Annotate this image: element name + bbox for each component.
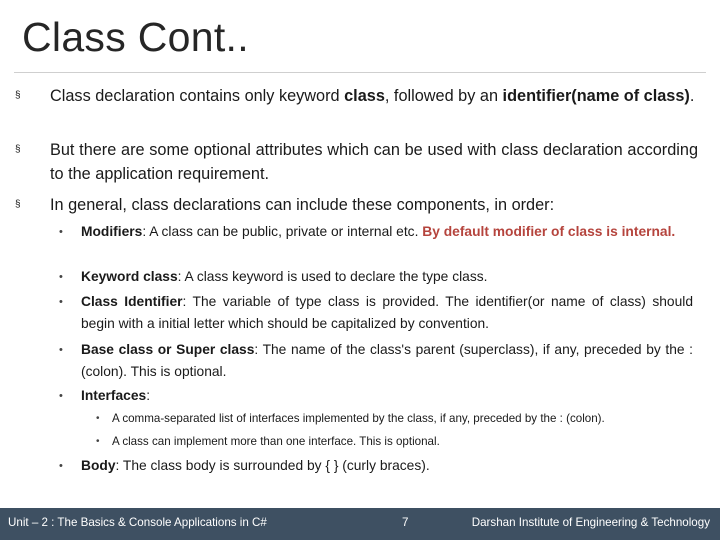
component-class-identifier	[59, 291, 693, 335]
list-bullet-icon: •	[59, 460, 63, 472]
component-keyword-class	[59, 266, 693, 288]
slide-footer	[0, 508, 720, 540]
text-run: : A class keyword is used to declare the type class.	[177, 269, 488, 284]
text-run: .	[689, 87, 695, 105]
sub-bullet-icon: •	[96, 413, 100, 424]
text-run: In general, class declarations can include these components, in order:	[50, 196, 555, 214]
interface-note-text: A class can implement more than one interface. This is optional.	[112, 435, 440, 448]
text-run: Class declaration contains only keyword	[50, 87, 345, 105]
list-bullet-icon: •	[59, 296, 63, 308]
footer-page-number: 7	[402, 516, 409, 529]
component-body	[59, 455, 693, 477]
slide-title: Class Cont..	[22, 14, 249, 60]
interface-note-multiple	[96, 432, 712, 452]
component-text	[81, 342, 693, 379]
list-bullet-icon: •	[59, 390, 63, 402]
text-run: But there are some optional attributes which can be used with class declaration according to the application requirement.	[50, 141, 698, 183]
section-bullet-icon: §	[15, 90, 21, 101]
bullet-text	[50, 87, 694, 105]
bold-term: Body	[81, 458, 116, 473]
list-bullet-icon: •	[59, 344, 63, 356]
interface-note-comma-list	[96, 409, 712, 429]
text-run: : A class can be public, private or internal etc.	[142, 224, 423, 239]
text-run: :	[146, 388, 151, 403]
component-text	[81, 294, 693, 331]
text-run: : The class body is surrounded by { } (curly braces).	[115, 458, 430, 473]
bullet-optional-attributes	[15, 138, 698, 186]
title-divider	[14, 72, 706, 73]
component-text	[81, 224, 675, 239]
component-text	[81, 269, 487, 284]
bullet-text	[50, 196, 554, 214]
bullet-text	[50, 141, 698, 183]
bold-term: class	[344, 87, 385, 105]
interface-note-text: A comma-separated list of interfaces implemented by the class, if any, preceded by the : (colon).	[112, 412, 605, 425]
bullet-components	[15, 193, 698, 217]
bold-term: Keyword class	[81, 269, 178, 284]
bold-term: Class Identifier	[81, 294, 183, 309]
highlight-note: By default modifier of class is internal.	[422, 224, 676, 239]
sub-bullet-icon: •	[96, 436, 100, 447]
text-run: , followed by an	[384, 87, 503, 105]
footer-institute: Darshan Institute of Engineering & Technology	[471, 516, 710, 529]
footer-unit-title: Unit – 2 : The Basics & Console Applications in C#	[8, 516, 267, 529]
bold-term: Modifiers	[81, 224, 143, 239]
bold-term: Base class or Super class	[81, 342, 255, 357]
component-modifiers	[59, 221, 693, 243]
bold-term: identifier(name of class)	[502, 87, 690, 105]
bullet-class-declaration	[15, 84, 698, 108]
section-bullet-icon: §	[15, 144, 21, 155]
component-base-class	[59, 339, 694, 383]
section-bullet-icon: §	[15, 199, 21, 210]
component-interfaces	[59, 385, 693, 407]
component-text	[81, 388, 150, 403]
list-bullet-icon: •	[59, 226, 63, 238]
text-run: : The name of the class's parent (superclass), if any, preceded by the : (colon). This is optional.	[81, 342, 694, 379]
component-text	[81, 458, 430, 473]
bold-term: Interfaces	[81, 388, 147, 403]
list-bullet-icon: •	[59, 271, 63, 283]
text-run: : The variable of type class is provided. The identifier(or name of class) should begin with a initial letter which should be capitalized by convention.	[81, 294, 693, 331]
